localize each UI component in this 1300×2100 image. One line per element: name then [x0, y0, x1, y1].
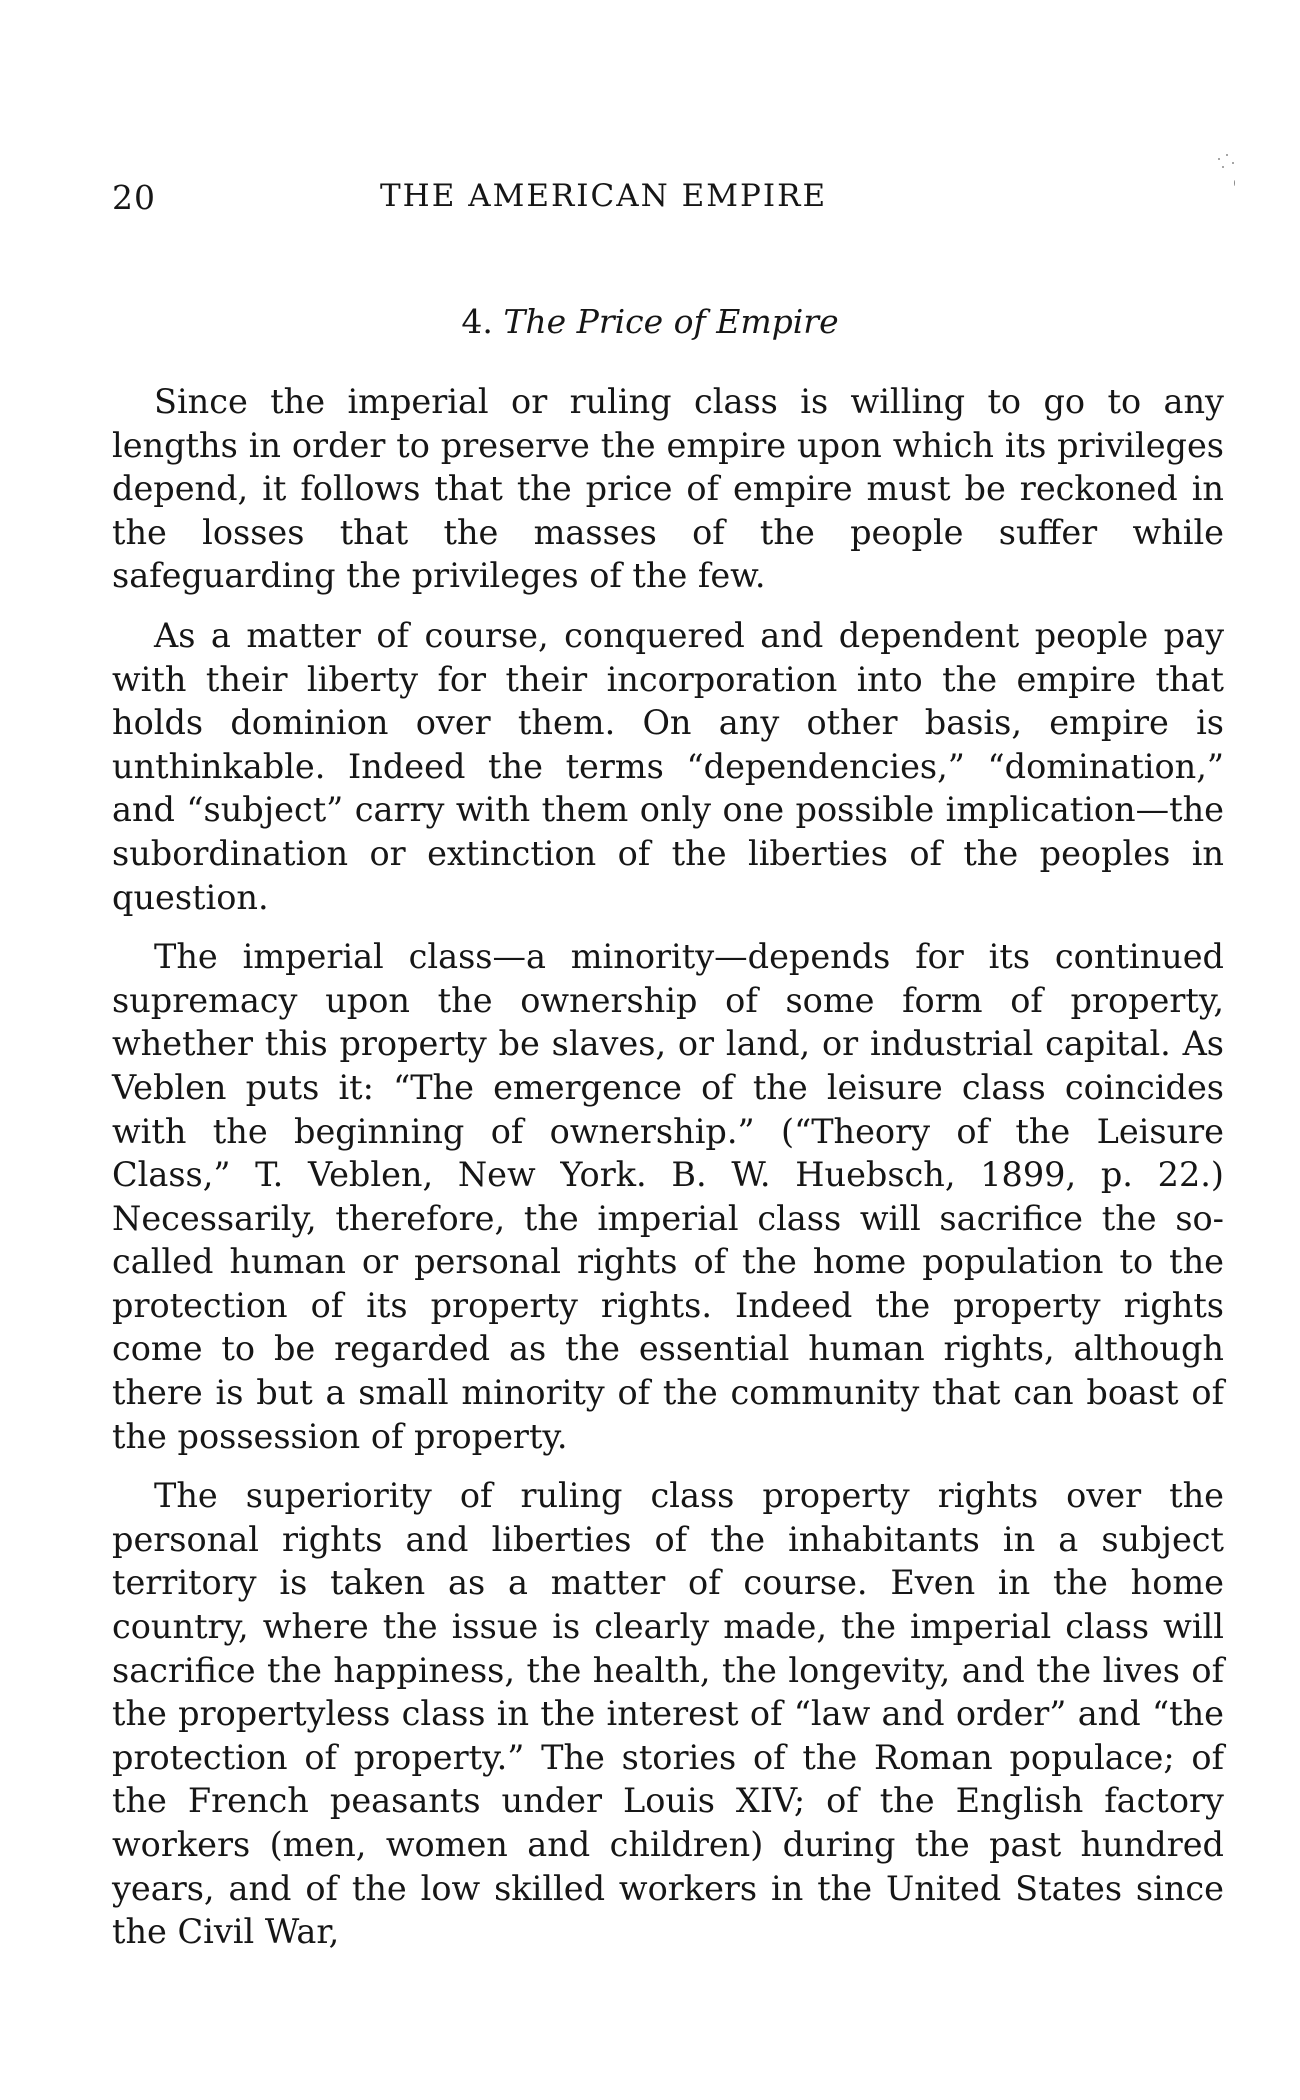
body-text	[112, 380, 1224, 1970]
running-head	[112, 178, 1232, 228]
paragraph-3: The imperial class—a minority—depends for its continued supremacy upon the ownership of some form of property, whether this property be slaves, or land, or industrial capital. As Veblen puts it: “The emergence of the leisure class coincides with the beginning of ownership.” (“Theory of the Leisure Class,” T. Veblen, New York. B. W. Huebsch, 1899, p. 22.) Necessarily, therefore, the imperial class will sacrifice the so-called human or personal rights of the home population to the protection of its property rights. Indeed the property rights come to be regarded as the essential human rights, although there is but a small minority of the community that can boast of the possession of property.	[112, 937, 1224, 1456]
section-heading	[0, 302, 1300, 341]
section-title: The Price of Empire	[503, 302, 839, 341]
paragraph-4: The superiority of ruling class property rights over the personal rights and liberties of the inhabitants in a subject territory is taken as a matter of course. Even in the home country, where the issue is clearly made, the imperial class will sacrifice the happiness, the health, the longevity, and the lives of the propertyless class in the interest of “law and order” and “the protection of property.” The stories of the Roman populace; of the French peasants under Louis XIV; of the English factory workers (men, women and children) during the past hundred years, and of the low skilled workers in the United States since the Civil War,	[112, 1476, 1224, 1952]
paragraph-2: As a matter of course, conquered and dependent people pay with their liberty for their incorporation into the empire that holds dominion over them. On any other basis, empire is unthinkable. Indeed the terms “dependencies,” “domination,” and “subject” carry with them only one possible implication—the subordination or extinction of the liberties of the peoples in question.	[112, 615, 1224, 917]
running-title: THE AMERICAN EMPIRE	[380, 178, 828, 214]
section-number: 4.	[461, 302, 493, 341]
page-number: 20	[112, 178, 156, 217]
paragraph-1: Since the imperial or ruling class is willing to go to any lengths in order to preserve the empire upon which its privileges depend, it follows that the price of empire must be reckoned in the losses that the masses of the people suffer while safeguarding the privileges of the few.	[112, 382, 1224, 596]
